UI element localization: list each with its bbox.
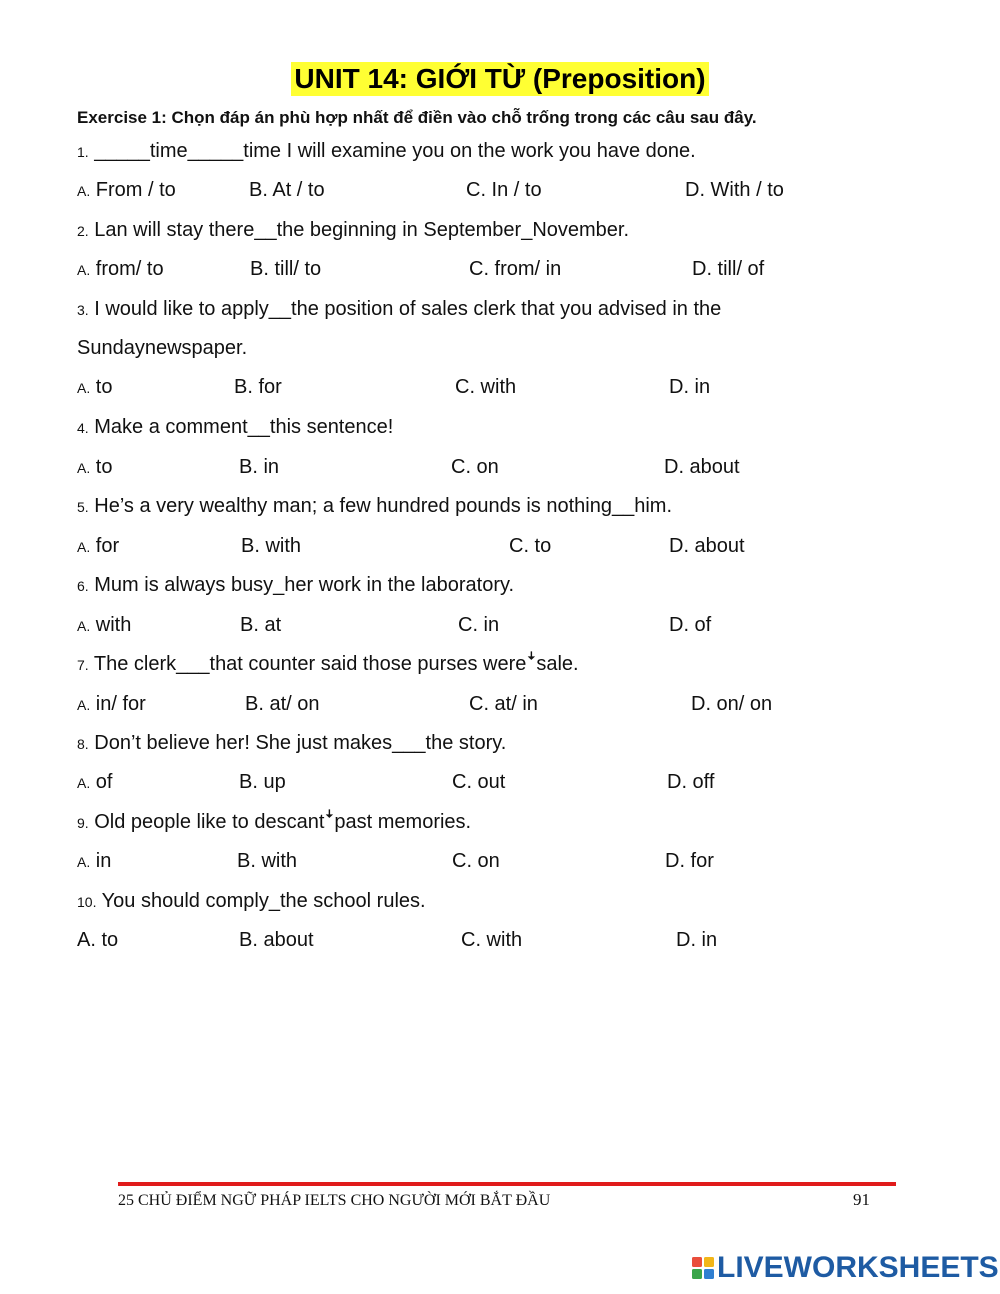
option-d[interactable]: D. about [669,535,745,557]
option-letter: A. [77,262,91,278]
option-c[interactable]: C. out [452,771,506,793]
option-a[interactable] [77,178,176,203]
question-1 [77,139,696,164]
question-4 [77,415,393,440]
option-a-text: From / to [95,179,176,201]
question-number: 6. [77,578,89,594]
option-b[interactable]: B. up [239,771,286,793]
question-text: Lan will stay there__the beginning in September_November. [94,219,630,241]
option-a[interactable] [77,613,131,638]
question-5 [77,494,672,519]
option-d[interactable]: D. in [676,929,718,951]
option-d[interactable]: D. in [669,376,711,398]
option-a-text: of [95,771,113,793]
option-a-text: in/ for [95,693,146,715]
option-d[interactable]: D. With / to [685,179,784,201]
option-c[interactable]: C. to [509,535,552,557]
page-number: 91 [853,1190,870,1209]
option-c[interactable]: C. in [458,614,500,636]
option-letter: A. [77,539,91,555]
options-1 [77,178,957,202]
option-c[interactable]: C. In / to [466,179,542,201]
option-c[interactable]: C. from/ in [469,258,562,280]
options-2 [77,257,957,281]
options-6 [77,613,957,637]
option-b[interactable]: B. with [241,535,302,557]
question-number: 1. [77,144,89,160]
option-d[interactable]: D. of [669,614,712,636]
question-text: Make a comment__this sentence! [94,416,394,438]
options-9 [77,849,957,873]
option-a[interactable] [77,534,119,559]
logo-text: LIVEWORKSHEETS [717,1251,999,1284]
question-number: 2. [77,223,89,239]
option-c[interactable]: C. on [452,850,500,872]
question-3 [77,297,721,322]
option-letter: A. [77,775,91,791]
options-8 [77,770,957,794]
option-letter: A. [77,697,91,713]
options-7 [77,692,957,716]
footer-text: 25 CHỦ ĐIỂM NGỮ PHÁP IELTS CHO NGƯỜI MỚI BẮT ĐẦU [118,1192,551,1209]
question-number: 3. [77,302,89,318]
option-c[interactable]: C. at/ in [469,693,538,715]
question-text: _____time_____time I will examine you on the work you have done. [94,140,696,162]
footer-rule [118,1182,896,1186]
option-b[interactable]: B. in [239,456,280,478]
option-b[interactable]: B. till/ to [250,258,322,280]
option-d[interactable]: D. about [664,456,740,478]
question-number: 10. [77,894,97,910]
option-a-text: to [95,456,113,478]
page-title-wrap [0,62,1000,96]
option-b[interactable]: B. about [239,929,314,951]
question-text: Mum is always busy_her work in the laboratory. [94,574,515,596]
question-9 [77,810,471,835]
question-number: 8. [77,736,89,752]
question-number: 7. [77,657,89,673]
option-a[interactable] [77,455,112,480]
question-6 [77,573,514,598]
option-d[interactable]: D. on/ on [691,693,773,715]
option-c[interactable]: C. with [455,376,517,398]
option-d[interactable]: D. for [665,850,714,872]
option-letter: A. [77,854,91,870]
option-b[interactable]: B. at/ on [245,693,320,715]
question-text: The clerk___that counter said those purses wereꜜsale. [93,653,579,675]
option-a-text: for [95,535,120,557]
question-10 [77,889,426,914]
option-b[interactable]: B. At / to [249,179,325,201]
option-letter: A. [77,380,91,396]
option-a-text: to [95,376,113,398]
option-b[interactable]: B. for [234,376,282,398]
option-letter: A. [77,618,91,634]
option-a[interactable] [77,257,164,282]
option-b[interactable]: B. at [240,614,282,636]
option-d[interactable]: D. till/ of [692,258,765,280]
option-a-text: with [95,614,132,636]
option-a[interactable] [77,770,112,795]
exercise-instruction: Exercise 1: Chọn đáp án phù hợp nhất để điền vào chỗ trống trong các câu sau đây. [77,108,757,127]
question-text: You should comply_the school rules. [101,890,426,912]
option-b[interactable]: B. with [237,850,298,872]
question-2 [77,218,629,243]
option-letter: A. [77,183,91,199]
option-a-text: A. to [77,929,119,951]
question-3-continued: Sundaynewspaper. [77,337,248,359]
options-4 [77,455,957,479]
page-title: UNIT 14: GIỚI TỪ (Preposition) [291,62,708,96]
question-7 [77,652,579,677]
question-text: Old people like to descantꜜpast memories. [94,811,472,833]
option-c[interactable]: C. with [461,929,523,951]
question-text: Don’t believe her! She just makes___the story. [94,732,507,754]
options-5 [77,534,957,558]
question-number: 4. [77,420,89,436]
option-a[interactable] [77,849,111,874]
question-number: 5. [77,499,89,515]
option-letter: A. [77,460,91,476]
liveworksheets-logo-icon [692,1257,714,1279]
option-a[interactable] [77,692,146,717]
option-d[interactable]: D. off [667,771,715,793]
options-10 [77,928,957,952]
question-8 [77,731,506,756]
question-text: He’s a very wealthy man; a few hundred pounds is nothing__him. [94,495,672,517]
options-3 [77,375,957,399]
liveworksheets-logo[interactable] [692,1253,999,1283]
option-a-text: from/ to [95,258,164,280]
question-text: I would like to apply__the position of sales clerk that you advised in the [94,298,722,320]
question-number: 9. [77,815,89,831]
option-a[interactable] [77,375,112,400]
option-a[interactable] [77,928,118,953]
option-a-text: in [95,850,112,872]
option-c[interactable]: C. on [451,456,499,478]
